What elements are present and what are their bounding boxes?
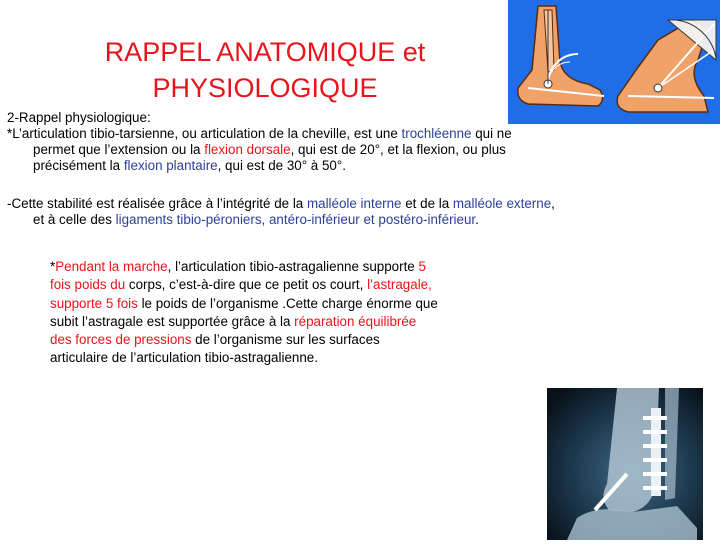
p1-line-3: précisément la flexion plantaire, qui est de 30° à 50°. xyxy=(33,158,346,173)
slide-title xyxy=(40,34,490,106)
term-ligaments: ligaments tibio-péroniers, antéro-inférieur et postéro-inférieur xyxy=(115,212,476,227)
term-malleole-interne: malléole interne xyxy=(306,196,402,211)
term-forces-de-pressions: des forces de pressions xyxy=(50,332,192,348)
p3-line-2: fois poids du corps, c’est-à-dire que ce petit os court, l’astragale, xyxy=(50,277,432,293)
term-malleole-externe: malléole externe xyxy=(452,196,552,211)
p3-line-5: des forces de pressions de l’organisme sur les surfaces xyxy=(50,332,380,348)
term-reparation-equilibree: réparation équilibrée xyxy=(294,313,417,329)
term-flexion-plantaire: flexion plantaire xyxy=(123,158,218,173)
ankle-xray-image xyxy=(547,388,703,540)
p1-line-1: *L’articulation tibio-tarsienne, ou articulation de la cheville, est une trochléenne qui ne xyxy=(7,126,512,141)
term-pendant-la-marche: Pendant la marche xyxy=(55,259,168,274)
term-astragale: l’astragale, xyxy=(367,277,432,293)
paragraph-stability xyxy=(7,196,713,228)
p3-line-1: *Pendant la marche, l’articulation tibio-astragalienne supporte 5 xyxy=(50,259,426,274)
p1-line-2: permet que l’extension ou la flexion dorsale, qui est de 20°, et la flexion, ou plus xyxy=(33,142,506,157)
goniometer-ankle-image xyxy=(508,0,720,124)
ankle-xray xyxy=(547,388,703,540)
title-line-2: PHYSIOLOGIQUE xyxy=(152,73,378,103)
title-line-1: RAPPEL ANATOMIQUE et xyxy=(104,37,426,67)
section-heading: 2-Rappel physiologique: xyxy=(7,110,151,125)
p3-line-6: articulaire de l’articulation tibio-astragalienne. xyxy=(50,350,318,366)
term-trochleenne: trochléenne xyxy=(401,126,472,141)
p3-line-3: supporte 5 fois le poids de l’organisme .Cette charge énorme que xyxy=(50,295,438,311)
paragraph-walking-load xyxy=(50,258,560,368)
goniometer-illustration xyxy=(508,0,720,124)
paragraph-physiology xyxy=(7,110,707,174)
p3-line-4: subit l’astragale est supportée grâce à la réparation équilibrée xyxy=(50,313,417,329)
term-flexion-dorsale: flexion dorsale xyxy=(204,142,291,157)
p2-line-1: -Cette stabilité est réalisée grâce à l’intégrité de la malléole interne et de la malléole externe, xyxy=(7,196,555,211)
p2-line-2: et à celle des ligaments tibio-péroniers, antéro-inférieur et postéro-inférieur. xyxy=(33,212,479,227)
